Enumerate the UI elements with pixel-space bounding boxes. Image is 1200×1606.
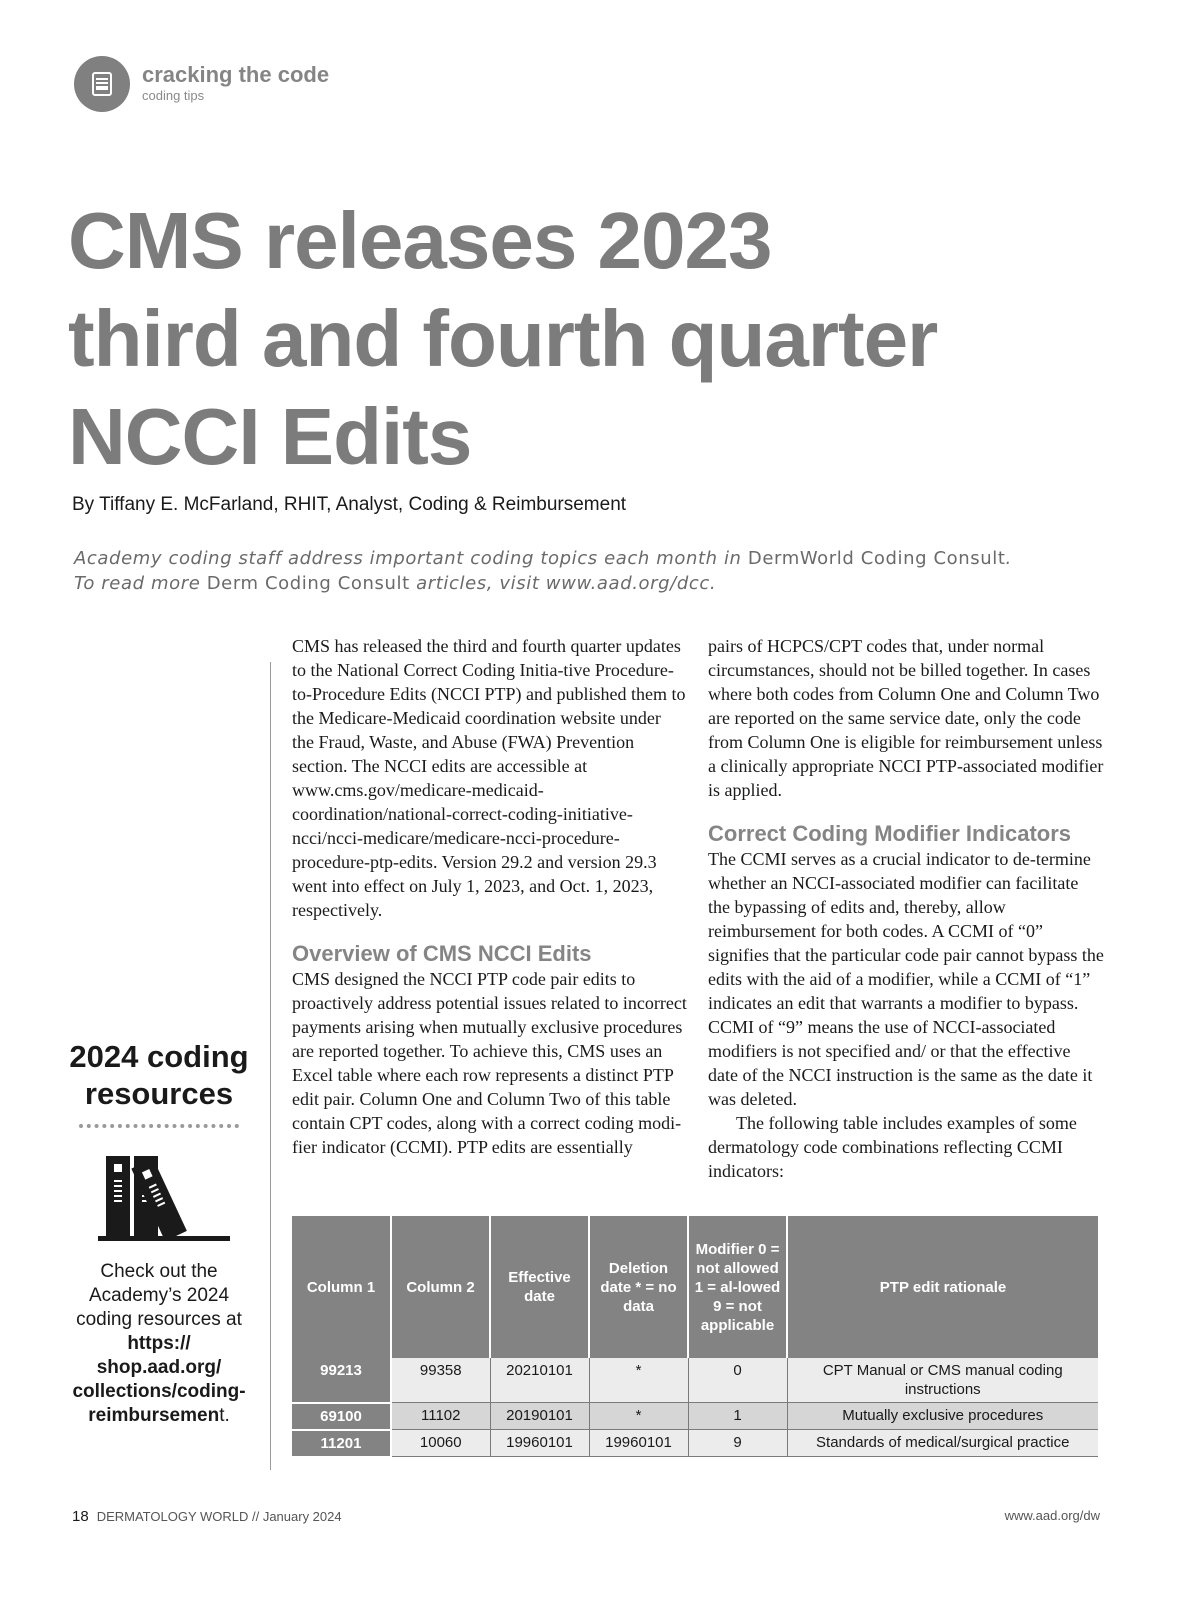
article-column-1 <box>292 634 687 1159</box>
table-cell: Standards of medical/surgical practice <box>787 1430 1098 1457</box>
intro-part-1: Academy coding staff address important coding topics each month in <box>74 548 748 569</box>
sidebar-text-part-1: Check out the Academy’s 2024 coding resources at <box>76 1261 242 1330</box>
footer-url[interactable]: www.aad.org/dw <box>1004 1508 1100 1523</box>
subhead-ccmi: Correct Coding Modifier Indicators <box>708 821 1072 846</box>
table-cell: CPT Manual or CMS manual coding instructions <box>787 1358 1098 1403</box>
vertical-divider <box>270 662 271 1470</box>
table-header-cell: Column 1 <box>292 1216 391 1358</box>
table-row <box>292 1403 1098 1430</box>
sidebar-text-part-2: t. <box>219 1405 230 1426</box>
article-headline <box>68 192 1168 486</box>
table-row <box>292 1430 1098 1457</box>
intro-text <box>74 546 1024 596</box>
section-subtitle: coding tips <box>142 88 205 103</box>
table-header-cell: Modifier 0 = not allowed 1 = al-lowed 9 = not applicable <box>688 1216 787 1358</box>
table-cell: 20190101 <box>490 1403 589 1430</box>
headline-line-3: NCCI Edits <box>68 392 472 481</box>
table-cell: 99358 <box>391 1358 490 1403</box>
headline-line-2: third and fourth quarter <box>68 294 938 383</box>
publication-info: DERMATOLOGY WORLD // January 2024 <box>96 1509 342 1524</box>
table-cell: 19960101 <box>589 1430 688 1457</box>
body-paragraph-5: The following table includes examples of some dermatology code combinations reflecting CCMI indicators: <box>708 1113 1077 1181</box>
intro-publication-short: Derm Coding Consult <box>206 573 410 594</box>
document-icon <box>74 56 130 112</box>
intro-part-5: articles, visit www.aad.org/dcc. <box>409 573 717 594</box>
table-header-row <box>292 1216 1098 1358</box>
intro-part-3: . To read more <box>74 548 1012 594</box>
table-header-cell: Column 2 <box>391 1216 490 1358</box>
table-row <box>292 1358 1098 1403</box>
table-cell: 19960101 <box>490 1430 589 1457</box>
table-cell: 1 <box>688 1403 787 1430</box>
page-number: 18 <box>72 1508 89 1525</box>
table-cell: 99213 <box>292 1358 391 1403</box>
table-cell: 0 <box>688 1358 787 1403</box>
footer-left <box>72 1508 342 1525</box>
sidebar-text <box>68 1260 250 1428</box>
table-cell: 10060 <box>391 1430 490 1457</box>
dotted-divider <box>79 1124 239 1128</box>
article-column-2 <box>708 634 1104 1183</box>
table-cell: 11102 <box>391 1403 490 1430</box>
table-cell: 20210101 <box>490 1358 589 1403</box>
sidebar-title: 2024 coding resources <box>69 1039 249 1111</box>
sidebar-link[interactable]: https:// shop.aad.org/ collections/coding-reimbursemen <box>72 1333 246 1426</box>
table-cell: 11201 <box>292 1430 391 1457</box>
byline: By Tiffany E. McFarland, RHIT, Analyst, Coding & Reimbursement <box>72 494 627 515</box>
ccmi-table <box>292 1216 1098 1458</box>
section-title: cracking the code <box>142 62 330 87</box>
table-header-cell: PTP edit rationale <box>787 1216 1098 1358</box>
section-header <box>74 56 329 112</box>
table-cell: 69100 <box>292 1403 391 1430</box>
body-paragraph-3: pairs of HCPCS/CPT codes that, under normal circumstances, should not be billed together. In cases where both codes from Column One and Column Two are reported on the same service date, only the code from Column One is eligible for reimbursement unless a clinically appropriate NCCI PTP-associated modifier is applied. <box>708 636 1104 800</box>
body-paragraph-4: The CCMI serves as a crucial indicator to de-termine whether an NCCI-associated modifier can facilitate the bypassing of edits and, thereby, allow reimbursement for both codes. A CCMI of “0” signifies that the particular code pair cannot bypass the edits with the aid of a modifier, while a CCMI of “1” indicates an edit that warrants a modifier to bypass. CCMI of “9” means the use of NCCI-associated modifiers is not specified and/ or that the effective date of the NCCI instruction is the same as the date it was deleted. <box>708 849 1104 1109</box>
sidebar-resources <box>68 1038 250 1428</box>
body-paragraph-2: CMS designed the NCCI PTP code pair edits to proactively address potential issues related to incorrect payments arising when mutually exclusive procedures are reported together. To achieve this, CMS uses an Excel table where each row represents a distinct PTP edit pair. Column One and Column Two of this table contain CPT codes, along with a correct coding modi-fier indicator (CCMI). PTP edits are essentially <box>292 969 687 1157</box>
body-paragraph-1: CMS has released the third and fourth quarter updates to the National Correct Coding Initia-tive Procedure-to-Procedure Edits (NCCI PTP) and published them to the Medicare-Medicaid coordination website under the Fraud, Waste, and Abuse (FWA) Prevention section. The NCCI edits are accessible at www.cms.gov/medicare-medicaid-coordination/national-correct-coding-initiative-ncci/ncci-medicare/medicare-ncci-procedure-procedure-ptp-edits. Version 29.2 and version 29.3 went into effect on July 1, 2023, and Oct. 1, 2023, respectively. <box>292 636 686 920</box>
subhead-overview: Overview of CMS NCCI Edits <box>292 941 592 966</box>
intro-publication-name: DermWorld Coding Consult <box>747 548 1006 569</box>
headline-line-1: CMS releases 2023 <box>68 196 772 285</box>
table-cell: * <box>589 1403 688 1430</box>
table-cell: 9 <box>688 1430 787 1457</box>
table-cell: * <box>589 1358 688 1403</box>
table-header-cell: Effective date <box>490 1216 589 1358</box>
table-cell: Mutually exclusive procedures <box>787 1403 1098 1430</box>
table-header-cell: Deletion date * = no data <box>589 1216 688 1358</box>
books-icon <box>84 1148 234 1244</box>
